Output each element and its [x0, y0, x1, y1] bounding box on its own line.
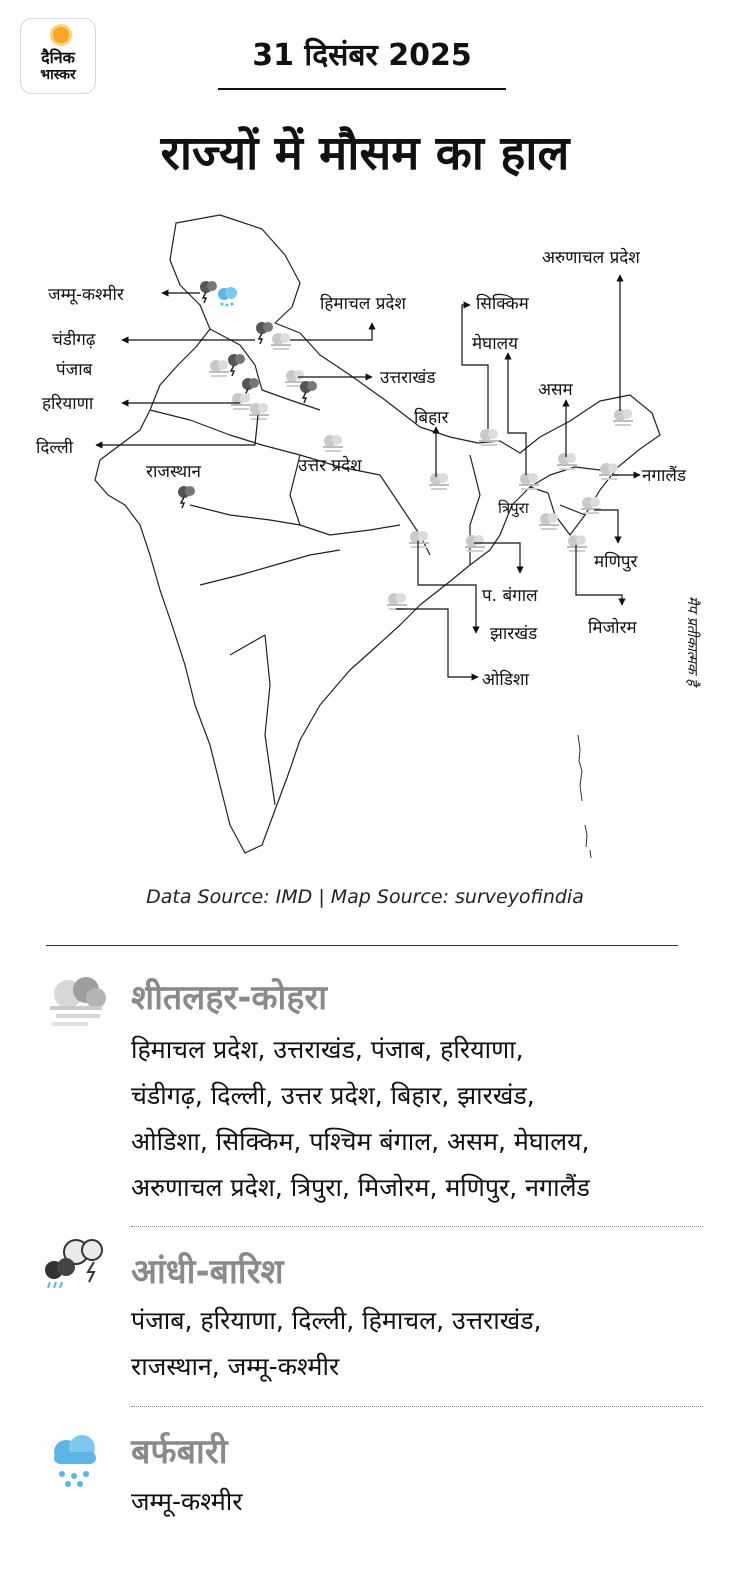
logo-line-2: भास्कर: [40, 67, 76, 83]
fog-icon-mizoram: [567, 535, 587, 552]
label-haryana: हरियाणा: [42, 394, 94, 414]
fog-icon-himachal: [271, 333, 291, 350]
label-delhi: दिल्ली: [36, 438, 74, 458]
fog-icon-arunachal: [613, 409, 633, 426]
section-fog-line-4: अरुणाचल प्रदेश, त्रिपुरा, मिजोरम, मणिपुर, नगालैंड: [131, 1173, 590, 1202]
fog-cloud-icon: [40, 972, 114, 1034]
section-fog-heading: शीतलहर-कोहरा: [131, 978, 328, 1018]
fog-icon-delhi: [249, 403, 269, 420]
data-source: Data Source: IMD | Map Source: surveyofindia: [146, 886, 584, 908]
dainik-bhaskar-logo: [20, 18, 96, 94]
label-chandigarh: चंडीगढ़: [52, 330, 96, 350]
label-odisha: ओडिशा: [482, 670, 529, 690]
storm-icon-himachal: [256, 322, 273, 344]
label-meghalaya: मेघालय: [472, 334, 519, 354]
fog-icon-tripura: [539, 513, 559, 530]
label-punjab: पंजाब: [56, 360, 93, 380]
section-fog-line-1: हिमाचल प्रदेश, उत्तराखंड, पंजाब, हरियाणा,: [131, 1035, 524, 1064]
label-arunachal: अरुणाचल प्रदेश: [542, 248, 640, 268]
label-up: उत्तर प्रदेश: [298, 456, 362, 476]
fog-icon-nagaland: [599, 463, 619, 480]
label-tripura: त्रिपुरा: [498, 499, 529, 517]
fog-icon-bihar: [429, 473, 449, 490]
label-uttarakhand: उत्तराखंड: [380, 368, 436, 388]
section-fog-line-3: ओडिशा, सिक्किम, पश्चिम बंगाल, असम, मेघालय,: [131, 1127, 590, 1156]
storm-icon-punjab: [228, 354, 245, 376]
date-heading: 31 दिसंबर 2025: [252, 38, 472, 73]
map-disclaimer: मैप प्रतीकात्मक है: [684, 596, 700, 686]
label-bihar: बिहार: [414, 408, 449, 428]
label-manipur: मणिपुर: [594, 552, 638, 572]
date-underline: [218, 88, 506, 90]
divider: [46, 945, 678, 946]
section-storm-line-1: पंजाब, हरियाणा, दिल्ली, हिमाचल, उत्तराखंड,: [131, 1306, 542, 1335]
label-rajasthan: राजस्थान: [146, 462, 201, 482]
fog-icon-sikkim: [479, 429, 499, 446]
label-mizoram: मिजोरम: [588, 618, 637, 638]
section-snow-heading: बर्फबारी: [131, 1432, 228, 1472]
fog-icon-haryana: [231, 393, 251, 410]
label-wb: प. बंगाल: [482, 586, 538, 606]
label-jharkhand: झारखंड: [490, 624, 538, 644]
andaman-islands: [578, 735, 591, 858]
page-title: राज्यों में मौसम का हाल: [160, 126, 570, 181]
india-weather-map: [0, 205, 730, 885]
dotted-divider-1: [131, 1226, 703, 1227]
label-sikkim: सिक्किम: [476, 294, 529, 314]
section-snow-line-1: जम्मू-कश्मीर: [131, 1487, 243, 1516]
storm-icon-rajasthan: [178, 486, 195, 508]
snow-icon-jk: [218, 287, 237, 307]
sun-icon: [53, 27, 69, 43]
section-fog-line-2: चंडीगढ़, दिल्ली, उत्तर प्रदेश, बिहार, झारखंड,: [131, 1081, 535, 1110]
snow-cloud-icon: [40, 1430, 114, 1492]
fog-icon-odisha: [387, 593, 407, 610]
label-nagaland: नगालैंड: [642, 466, 687, 486]
fog-icon-up: [323, 435, 343, 452]
label-himachal: हिमाचल प्रदेश: [320, 294, 406, 314]
fog-icon-manipur: [581, 497, 601, 514]
storm-icon-jk: [200, 281, 217, 303]
logo-line-1: दैनिक: [41, 48, 75, 67]
dotted-divider-2: [131, 1406, 703, 1407]
fog-icon-punjab: [209, 360, 229, 377]
fog-icon-jharkhand: [409, 531, 429, 548]
label-jk: जम्मू-कश्मीर: [48, 285, 124, 305]
storm-rain-icon: [40, 1234, 114, 1296]
section-storm-heading: आंधी-बारिश: [131, 1252, 284, 1292]
storm-icon-uttarakhand: [300, 381, 317, 403]
label-assam: असम: [538, 380, 573, 400]
section-storm-line-2: राजस्थान, जम्मू-कश्मीर: [131, 1352, 340, 1381]
